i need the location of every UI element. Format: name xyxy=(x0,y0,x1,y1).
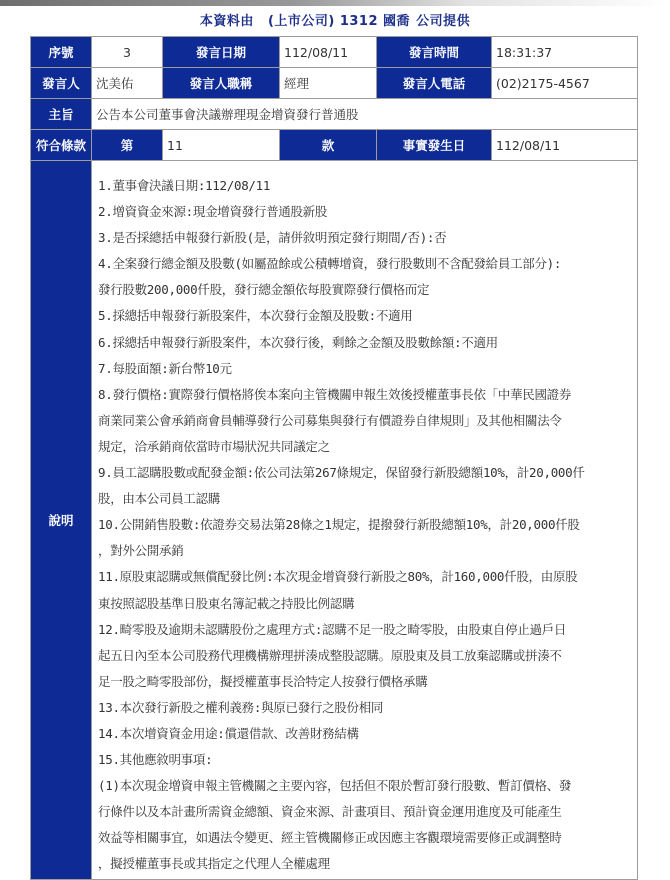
speaker-phone-label: 發言人電話 xyxy=(377,68,492,99)
description-line: 14.本次增資資金用途:償還借款、改善財務結構 xyxy=(98,725,359,741)
row-subject xyxy=(31,99,638,130)
description-line: 股，由本公司員工認購 xyxy=(98,491,221,507)
clause-label: 符合條款 xyxy=(31,130,92,161)
description-line: 11.原股東認購或無償配發比例:本次現金增資發行新股之80%，計160,000仟股，由原股 xyxy=(98,569,578,585)
speaker-title-value: 經理 xyxy=(280,68,377,99)
event-date-label: 事實發生日 xyxy=(377,130,492,161)
description-line: 足一股之畸零股部份，擬授權董事長洽特定人按發行價格承購 xyxy=(98,673,428,689)
speaker-title-label: 發言人職稱 xyxy=(163,68,280,99)
top-gradient-bar xyxy=(0,0,670,6)
description-label: 說明 xyxy=(31,161,92,880)
description-line: 1.董事會決議日期:112/08/11 xyxy=(98,178,271,193)
article-label: 第 xyxy=(92,130,163,161)
row-seq-date-time xyxy=(31,37,638,68)
description-line: 效益等相關事宜，如遇法令變更、經主管機關修正或因應主客觀環境需要修正或調整時 xyxy=(98,830,562,846)
description-line: 5.採總括申報發行新股案件，本次發行金額及股數:不適用 xyxy=(98,308,413,324)
section-label: 款 xyxy=(280,130,377,161)
speaker-phone-value: (02)2175-4567 xyxy=(492,68,638,99)
description-line: 規定，洽承銷商依當時市場狀況共同議定之 xyxy=(98,438,330,454)
speaker-value: 沈美佑 xyxy=(92,68,163,99)
subject-value: 公告本公司董事會決議辦理現金增資發行普通股 xyxy=(92,99,638,130)
seq-value: 3 xyxy=(92,37,163,68)
description-line: 12.畸零股及逾期未認購股份之處理方式:認購不足一股之畸零股，由股東自停止過戶日 xyxy=(98,621,567,637)
description-body xyxy=(92,161,638,880)
description-line: 東按照認股基準日股東名簿記載之持股比例認購 xyxy=(98,595,355,611)
description-line: ，擬授權董事長或其指定之代理人全權處理 xyxy=(98,856,330,872)
speaker-label: 發言人 xyxy=(31,68,92,99)
row-description xyxy=(31,161,638,880)
announcement-table xyxy=(30,36,638,880)
subject-label: 主旨 xyxy=(31,99,92,130)
description-line: 6.採總括申報發行新股案件，本次發行後，剩餘之金額及股數餘額:不適用 xyxy=(98,334,498,350)
event-date-value: 112/08/11 xyxy=(492,130,638,161)
seq-label: 序號 xyxy=(31,37,92,68)
description-line: 4.全案發行總金額及股數(如屬盈餘或公積轉增資，發行股數則不含配發給員工部分): xyxy=(98,256,562,272)
description-line: 2.增資資金來源:現金增資發行普通股新股 xyxy=(98,204,328,220)
description-line: 9.員工認購股數或配發金額:依公司法第267條規定，保留發行新股總額10%，計20,000仟 xyxy=(98,465,585,481)
description-line: 發行股數200,000仟股，發行總金額依每股實際發行價格而定 xyxy=(98,282,430,298)
source-caption xyxy=(0,10,670,29)
description-line: 3.是否採總括申報發行新股(是，請併敘明預定發行期間/否):否 xyxy=(98,230,447,246)
source-company: (上市公司) 1312 國喬 xyxy=(267,14,411,29)
row-clause xyxy=(31,130,638,161)
date-value: 112/08/11 xyxy=(280,37,377,68)
description-line: (1)本次現金增資申報主管機關之主要內容，包括但不限於暫訂發行股數、暫訂價格、發 xyxy=(98,778,572,794)
description-line: 8.發行價格:實際發行價格將俟本案向主管機關申報生效後授權董事長依「中華民國證券 xyxy=(98,386,572,402)
description-line: 行條件以及本計畫所需資金總額、資金來源、計畫項目、預計資金運用進度及可能產生 xyxy=(98,804,562,820)
description-line: 起五日內至本公司股務代理機構辦理拼湊成整股認購。原股東及員工放棄認購或拼湊不 xyxy=(98,647,562,663)
description-line: 13.本次發行新股之權利義務:與原已發行之股份相同 xyxy=(98,699,384,715)
source-prefix: 本資料由 xyxy=(199,14,254,29)
article-value: 11 xyxy=(163,130,280,161)
description-line: 15.其他應敘明事項: xyxy=(98,752,213,768)
description-line: 10.公開銷售股數:依證券交易法第28條之1規定，提撥發行新股總額10%，計20,000仟股 xyxy=(98,517,580,533)
time-value: 18:31:37 xyxy=(492,37,638,68)
time-label: 發言時間 xyxy=(377,37,492,68)
row-speaker xyxy=(31,68,638,99)
description-line: 7.每股面額:新台幣10元 xyxy=(98,360,232,376)
source-suffix: 公司提供 xyxy=(416,14,471,29)
description-line: 商業同業公會承銷商會員輔導發行公司募集與發行有價證券自律規則」及其他相關法令 xyxy=(98,412,562,428)
date-label: 發言日期 xyxy=(163,37,280,68)
description-line: ，對外公開承銷 xyxy=(98,543,184,559)
